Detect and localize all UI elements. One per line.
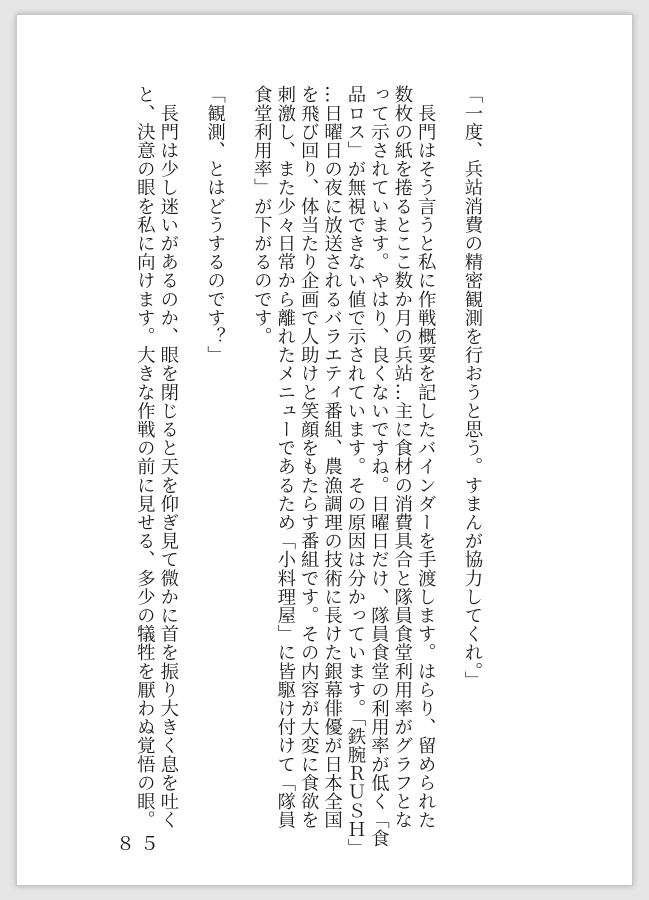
text-line: を飛び回り、体当たり企画で人助けと笑顔をもたらす番組です。その内容が大変に食欲を — [298, 85, 320, 829]
text-line: 長門は少し迷いがあるのか、眼を閉じると天を仰ぎ見て微かに首を振り大きく息を吐く — [157, 85, 179, 829]
blank-line — [180, 85, 203, 791]
text-line: 品ロス」が無視できない値で示されています。その原因は分かっています。「鉄腕ＲＵＳＨ」 — [344, 85, 366, 857]
page-number: ８５ — [116, 833, 165, 855]
text-line: 食堂利用率」が下がるのです。 — [251, 85, 273, 346]
text-line: って示されています。やはり、良くないですね。日曜日だけ、隊員食堂の利用率が低く「食 — [368, 85, 390, 848]
text-line: 数枚の紙を捲るとここ数か月の兵站…主に食材の消費具合と隊員食堂利用率がグラフとな — [391, 85, 413, 829]
text-line: 刺激し、また少々日常から離れたメニューであるため「小料理屋」に皆駆け付けて「隊員 — [274, 85, 296, 829]
blank-line — [437, 85, 460, 791]
text-line: 長門はそう言うと私に作戦概要を記したバインダーを手渡します。はらり、留められた — [415, 85, 437, 829]
text-line: 「観測、とはどうするのです？」 — [204, 85, 226, 364]
text-line: 「一度、兵站消費の精密観測を行おうと思う。すまんが協力してくれ。」 — [462, 85, 483, 690]
text-line: …日曜日の夜に放送されるバラエティ番組、農漁調理の技術に長けた銀幕俳優が日本全国 — [321, 85, 343, 829]
blank-line — [227, 85, 250, 791]
text-line: と、決意の眼を私に向けます。大きな作戦の前に見せる、多少の犠牲を厭わぬ覚悟の眼。 — [134, 85, 156, 829]
book-page — [16, 14, 633, 886]
